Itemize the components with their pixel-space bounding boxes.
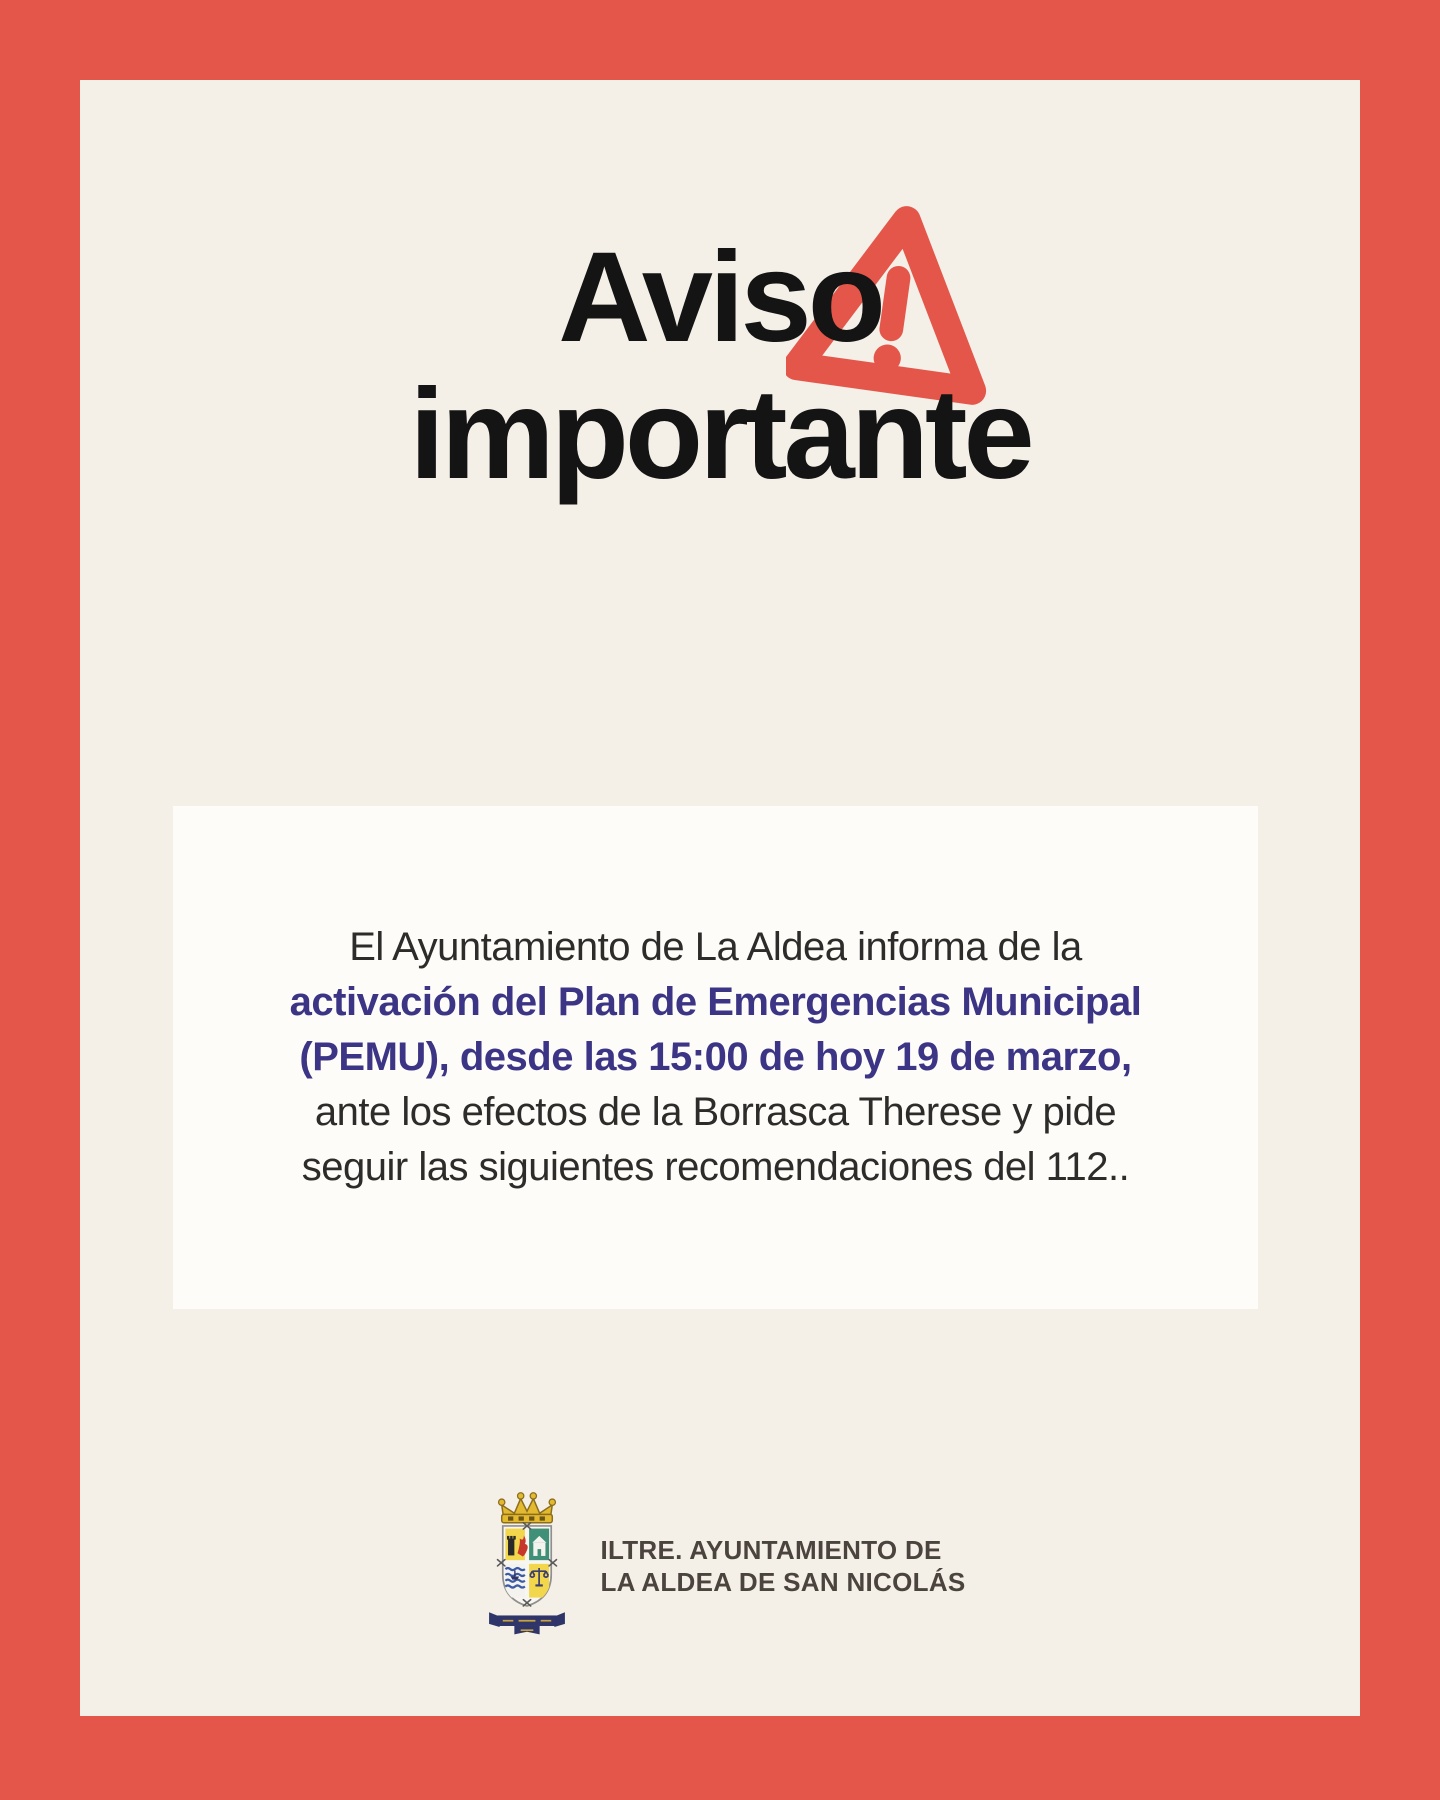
announcement-line-2: activación del Plan de Emergencias Municipal xyxy=(289,980,1142,1024)
organization-name xyxy=(600,1535,965,1598)
poster-background xyxy=(80,80,1360,1716)
title-line-1: Aviso xyxy=(558,226,882,369)
crest-ribbon xyxy=(490,1612,566,1634)
announcement-card xyxy=(173,806,1258,1309)
announcement-line-4: ante los efectos de la Borrasca Therese y pide xyxy=(314,1090,1117,1134)
announcement-line-3: (PEMU), desde las 15:00 de hoy 19 de marzo, xyxy=(299,1035,1132,1079)
announcement-line-5: seguir las siguientes recomendaciones del 112.. xyxy=(301,1145,1130,1189)
announcement-line-1: El Ayuntamiento de La Aldea informa de la xyxy=(349,925,1082,969)
page-title xyxy=(80,226,1360,506)
coat-of-arms-icon xyxy=(474,1488,580,1646)
footer xyxy=(80,1488,1360,1646)
org-name-line-2: LA ALDEA DE SAN NICOLÁS xyxy=(600,1567,966,1597)
org-name-line-1: ILTRE. AYUNTAMIENTO DE xyxy=(600,1535,942,1566)
crest-crown xyxy=(499,1493,556,1523)
title-line-2: importante xyxy=(409,362,1031,506)
